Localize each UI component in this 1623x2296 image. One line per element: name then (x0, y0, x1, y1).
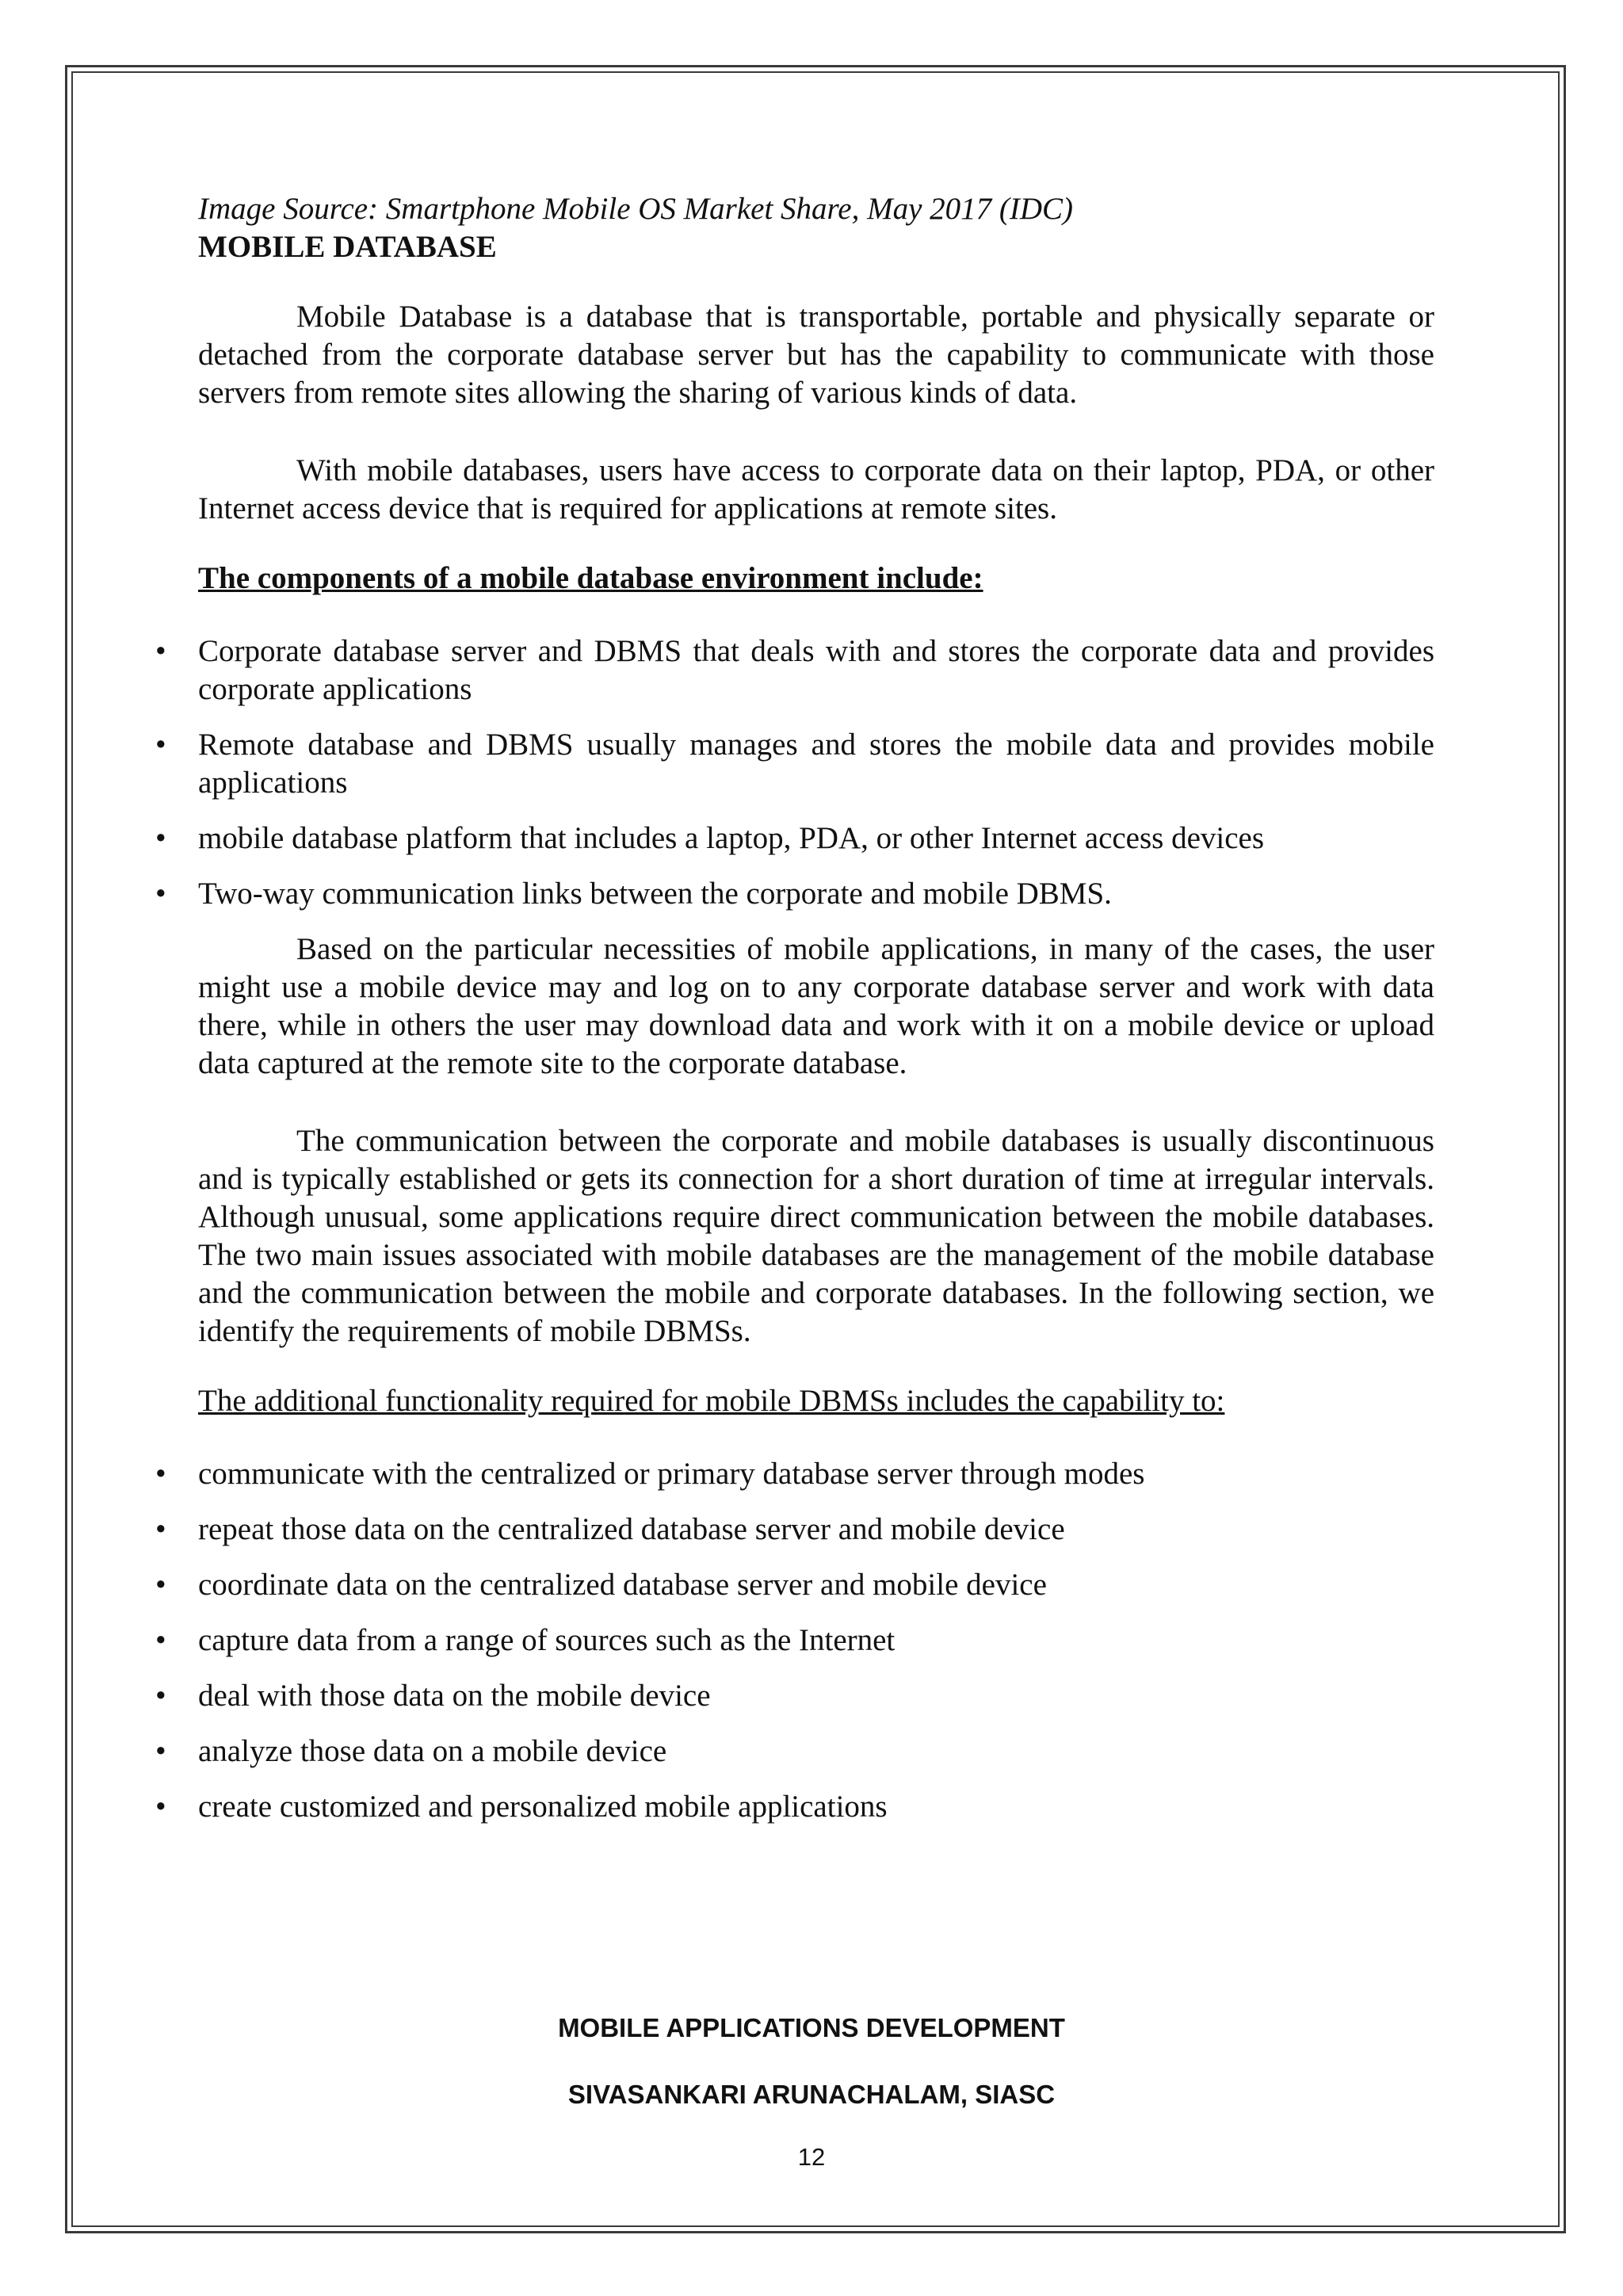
bullet-icon: • (155, 877, 166, 911)
list-item-text: mobile database platform that includes a laptop, PDA, or other Internet access devices (198, 821, 1265, 855)
list-item (155, 1733, 1434, 1771)
list-item-text: repeat those data on the centralized database server and mobile device (198, 1512, 1065, 1546)
bullet-icon: • (155, 728, 166, 762)
list-item-text: capture data from a range of sources such as the Internet (198, 1623, 896, 1657)
page-content (155, 190, 1434, 1843)
body-paragraph: The communication between the corporate and mobile databases is usually discontinuous and is typically established or gets its connection for a short duration of time at irregular intervals. Although unusual, some applications require direct communication between the mobile databases. The two main issues associated with mobile databases are the management of the mobile database and the communication between the mobile and corporate databases. In the following section, we identify the requirements of mobile DBMSs. (198, 1124, 1434, 1348)
list-item (155, 1455, 1434, 1493)
image-source-caption: Image Source: Smartphone Mobile OS Market Share, May 2017 (IDC) (198, 192, 1074, 226)
list-item-text: create customized and personalized mobile applications (198, 1790, 888, 1824)
intro-paragraph: With mobile databases, users have access to corporate data on their laptop, PDA, or other Internet access device that is required for applications at remote sites. (198, 453, 1434, 525)
bullet-icon: • (155, 1623, 166, 1657)
intro-paragraph: Mobile Database is a database that is transportable, portable and physically separate or detached from the corporate database server but has the capability to communicate with those servers from remote sites allowing the sharing of various kinds of data. (198, 300, 1434, 410)
components-heading: The components of a mobile database environment include: (198, 561, 983, 595)
functionality-list (155, 1455, 1434, 1826)
bullet-icon: • (155, 1734, 166, 1768)
list-item (155, 1788, 1434, 1826)
list-item (155, 1677, 1434, 1715)
list-item (155, 1566, 1434, 1604)
list-item (155, 726, 1434, 802)
list-item (155, 875, 1434, 913)
section-heading: MOBILE DATABASE (198, 230, 497, 264)
list-item (155, 1622, 1434, 1660)
body-paragraph: Based on the particular necessities of mobile applications, in many of the cases, the user might use a mobile device may and log on to any corporate database server and work with data there, while in others the user may download data and work with it on a mobile device or upload data captured at the remote site to the corporate database. (198, 932, 1434, 1080)
footer-author: SIVASANKARI ARUNACHALAM, SIASC (567, 2080, 1056, 2109)
list-item-text: Remote database and DBMS usually manages and stores the mobile data and provides mobile applications (198, 728, 1434, 800)
list-item-text: communicate with the centralized or primary database server through modes (198, 1457, 1145, 1491)
bullet-icon: • (155, 1568, 166, 1602)
list-item (155, 1511, 1434, 1549)
components-list (155, 632, 1434, 913)
list-item-text: coordinate data on the centralized database server and mobile device (198, 1568, 1047, 1602)
bullet-icon: • (155, 1457, 166, 1491)
bullet-icon: • (155, 634, 166, 668)
bullet-icon: • (155, 1679, 166, 1713)
list-item (155, 819, 1434, 858)
list-item-text: deal with those data on the mobile device (198, 1679, 711, 1713)
list-item-text: Two-way communication links between the corporate and mobile DBMS. (198, 877, 1112, 911)
footer-course-title: MOBILE APPLICATIONS DEVELOPMENT (558, 2013, 1065, 2042)
functionality-heading: The additional functionality required for mobile DBMSs includes the capability to: (198, 1384, 1225, 1418)
list-item (155, 632, 1434, 709)
list-item-text: analyze those data on a mobile device (198, 1734, 667, 1768)
list-item-text: Corporate database server and DBMS that deals with and stores the corporate data and provides corporate applications (198, 634, 1434, 706)
bullet-icon: • (155, 1790, 166, 1824)
page-number: 12 (797, 2143, 826, 2171)
bullet-icon: • (155, 821, 166, 855)
bullet-icon: • (155, 1512, 166, 1546)
